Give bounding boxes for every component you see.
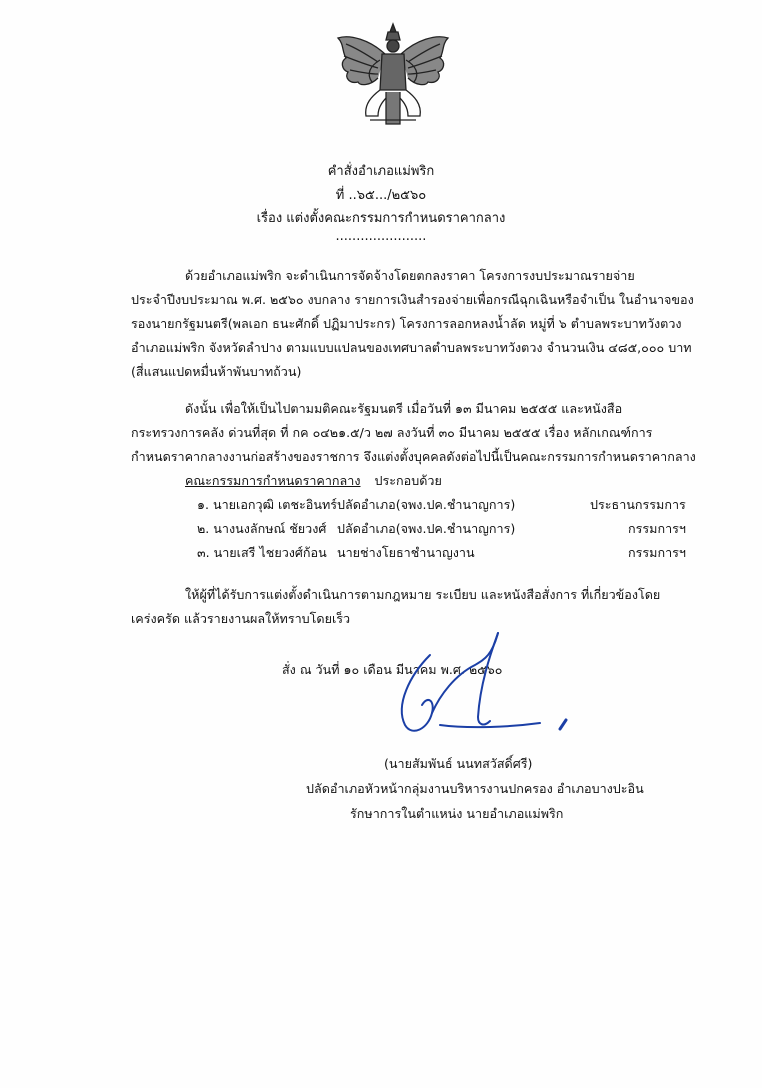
garuda-emblem-icon: [330, 20, 456, 130]
committee-label: คณะกรรมการกำหนดราคากลาง: [185, 473, 361, 488]
member-name: ๒. นางนงลักษณ์ ชัยวงศ์: [197, 521, 327, 536]
handwritten-signature: [380, 625, 590, 745]
member-role: ประธานกรรมการ: [590, 497, 686, 512]
member-role: กรรมการฯ: [628, 545, 686, 560]
member-role: กรรมการฯ: [628, 521, 686, 536]
member-name: ๑. นายเอกวุฒิ เตชะอินทร์: [197, 497, 338, 512]
signer-name: (นายสัมพันธ์ นนทสวัสดิ์ศรี): [384, 756, 533, 771]
order-subject: เรื่อง แต่งตั้งคณะกรรมการกำหนดราคากลาง: [256, 211, 506, 226]
para3-line-2: เคร่งครัด แล้วรายงานผลให้ทราบโดยเร็ว: [131, 611, 351, 626]
member-position: นายช่างโยธาชำนาญงาน: [337, 545, 475, 560]
para1-line-2: ประจำปีงบประมาณ พ.ศ. ๒๕๖๐ งบกลาง รายการเงินสำรองจ่ายเพื่อกรณีฉุกเฉินหรือจำเป็น ในอำนาจของ: [131, 292, 694, 307]
order-date: สั่ง ณ วันที่ ๑๐ เดือน มีนาคม พ.ศ. ๒๕๖๐: [282, 662, 503, 677]
member-name: ๓. นายเสรี ไชยวงศ์ก้อน: [197, 545, 327, 560]
para3-line-1: ให้ผู้ที่ได้รับการแต่งตั้งดำเนินการตามกฎหมาย ระเบียบ และหนังสือสั่งการ ที่เกี่ยวข้องโดย: [185, 587, 661, 602]
signer-title-1: ปลัดอำเภอหัวหน้ากลุ่มงานบริหารงานปกครอง อำเภอบางปะอิน: [306, 781, 644, 796]
para2-line-3: กำหนดราคากลางงานก่อสร้างของราชการ จึงแต่งตั้งบุคคลดังต่อไปนี้เป็นคณะกรรมการกำหนดราคากลาง: [131, 449, 696, 464]
committee-intro: [185, 471, 442, 491]
member-position: ปลัดอำเภอ(จพง.ปค.ชำนาญการ): [337, 521, 516, 536]
para1-line-1: ด้วยอำเภอแม่พริก จะดำเนินการจัดจ้างโดยตกลงราคา โครงการงบประมาณรายจ่าย: [185, 268, 635, 283]
committee-suffix: ประกอบด้วย: [374, 473, 442, 488]
para1-line-4: อำเภอแม่พริก จังหวัดลำปาง ตามแบบแปลนของเทศบาลตำบลพระบาทวังตวง จำนวนเงิน ๔๘๕,๐๐๐ บาท: [131, 340, 692, 355]
para1-line-3: รองนายกรัฐมนตรี(พลเอก ธนะศักดิ์ ปฏิมาประกร) โครงการลอกหลงน้ำลัด หมู่ที่ ๖ ตำบลพระบาทวังตวง: [131, 316, 682, 331]
signer-title-2: รักษาการในตำแหน่ง นายอำเภอแม่พริก: [350, 806, 564, 821]
para1-line-5: (สี่แสนแปดหมื่นห้าพันบาทถ้วน): [131, 364, 302, 379]
order-heading: คำสั่งอำเภอแม่พริก: [327, 164, 435, 179]
member-position: ปลัดอำเภอ(จพง.ปค.ชำนาญการ): [337, 497, 516, 512]
para2-line-2: กระทรวงการคลัง ด่วนที่สุด ที่ กค ๐๔๒๑.๕/ว ๒๗ ลงวันที่ ๓๐ มีนาคม ๒๕๕๕ เรื่อง หลักเกณฑ์การ: [131, 425, 653, 440]
order-number: ที่ ..๖๕.../๒๕๖๐: [335, 188, 427, 203]
heading-separator: ......................: [335, 229, 427, 244]
para2-line-1: ดังนั้น เพื่อให้เป็นไปตามมติคณะรัฐมนตรี เมื่อวันที่ ๑๓ มีนาคม ๒๕๕๕ และหนังสือ: [185, 401, 623, 416]
